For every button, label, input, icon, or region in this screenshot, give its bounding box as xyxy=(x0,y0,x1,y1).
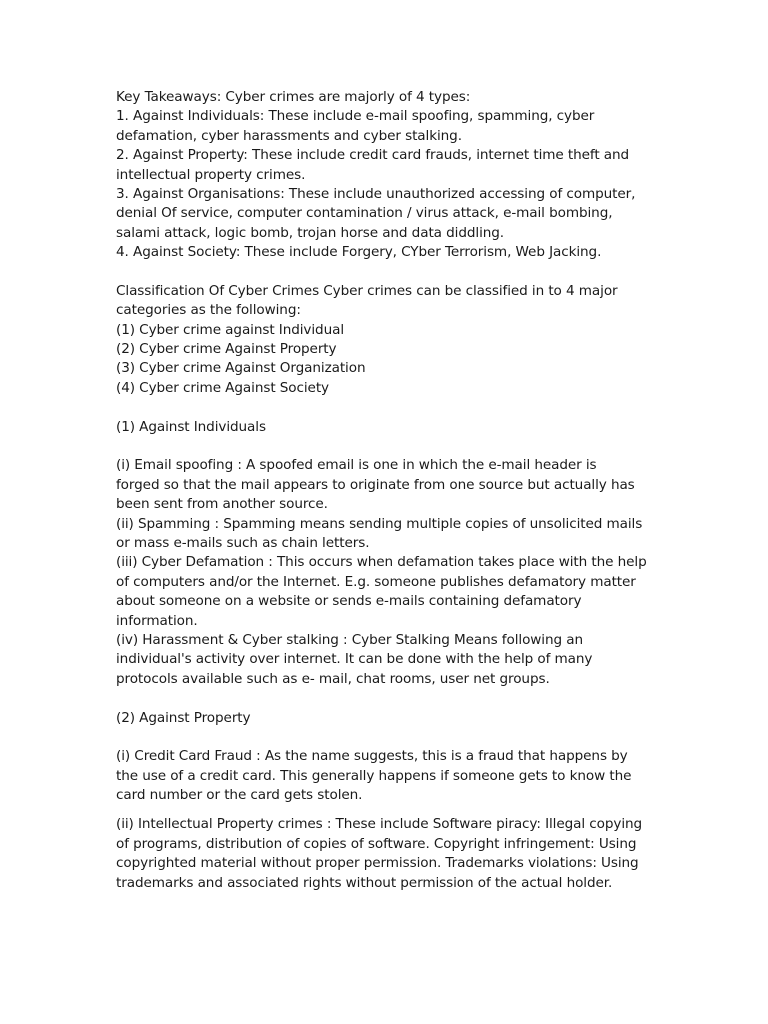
text-line: defamation, cyber harassments and cyber stalking. xyxy=(116,127,462,144)
text-line: about someone on a website or sends e-mails containing defamatory xyxy=(116,593,582,610)
text-line: Key Takeaways: Cyber crimes are majorly of 4 types: xyxy=(116,89,471,105)
paragraph-spacer xyxy=(116,805,656,815)
text-line: (ii) Intellectual Property crimes : These include Software piracy: Illegal copying xyxy=(116,816,643,833)
text-line: (3) Cyber crime Against Organization xyxy=(116,360,366,377)
text-line: copyrighted material without proper permission. Trademarks violations: Using xyxy=(116,855,639,872)
text-line: or mass e-mails such as chain letters. xyxy=(116,534,370,551)
text-line: of computers and/or the Internet. E.g. someone publishes defamatory matter xyxy=(116,573,636,590)
paragraph-spacer xyxy=(116,728,656,747)
text-line: card number or the card gets stolen. xyxy=(116,787,363,804)
text-line: (1) Cyber crime against Individual xyxy=(116,321,344,338)
individuals-details-paragraph xyxy=(116,456,656,689)
text-line: individual's activity over internet. It can be done with the help of many xyxy=(116,651,593,668)
text-line: of programs, distribution of copies of software. Copyright infringement: Using xyxy=(116,835,637,852)
section-heading-individuals xyxy=(116,418,656,437)
text-line: the use of a credit card. This generally happens if someone gets to know the xyxy=(116,767,632,784)
text-line: 4. Against Society: These include Forgery, CYber Terrorism, Web Jacking. xyxy=(116,244,602,261)
text-line: forged so that the mail appears to originate from one source but actually has xyxy=(116,476,635,493)
paragraph-spacer xyxy=(116,398,656,417)
text-line: 2. Against Property: These include credit card frauds, internet time theft and xyxy=(116,147,630,164)
text-line: (i) Email spoofing : A spoofed email is one in which the e-mail header is xyxy=(116,457,597,474)
paragraph-spacer xyxy=(116,263,656,282)
intellectual-property-paragraph xyxy=(116,815,656,893)
text-line: (iii) Cyber Defamation : This occurs when defamation takes place with the help xyxy=(116,554,647,571)
document-page xyxy=(116,88,656,893)
text-line: salami attack, logic bomb, trojan horse and data diddling. xyxy=(116,224,505,241)
paragraph-spacer xyxy=(116,689,656,708)
section-heading-property xyxy=(116,709,656,728)
text-line: Classification Of Cyber Crimes Cyber crimes can be classified in to 4 major xyxy=(116,282,618,299)
text-line: (ii) Spamming : Spamming means sending multiple copies of unsolicited mails xyxy=(116,515,643,532)
text-line: trademarks and associated rights without permission of the actual holder. xyxy=(116,874,613,891)
text-line: 3. Against Organisations: These include unauthorized accessing of computer, xyxy=(116,185,636,202)
text-line: categories as the following: xyxy=(116,302,301,319)
text-line: (1) Against Individuals xyxy=(116,418,266,435)
text-line: (4) Cyber crime Against Society xyxy=(116,379,329,396)
text-line: been sent from another source. xyxy=(116,496,328,513)
key-takeaways-paragraph xyxy=(116,88,656,263)
text-line: (iv) Harassment & Cyber stalking : Cyber Stalking Means following an xyxy=(116,631,583,648)
text-line: denial Of service, computer contamination / virus attack, e-mail bombing, xyxy=(116,205,613,222)
text-line: information. xyxy=(116,612,198,629)
credit-card-fraud-paragraph xyxy=(116,747,656,805)
paragraph-spacer xyxy=(116,437,656,456)
classification-paragraph xyxy=(116,282,656,398)
text-line: protocols available such as e- mail, chat rooms, user net groups. xyxy=(116,670,550,687)
text-line: (2) Cyber crime Against Property xyxy=(116,341,337,358)
text-line: 1. Against Individuals: These include e-mail spoofing, spamming, cyber xyxy=(116,108,595,125)
text-line: (2) Against Property xyxy=(116,709,251,726)
text-line: (i) Credit Card Fraud : As the name suggests, this is a fraud that happens by xyxy=(116,748,628,765)
text-line: intellectual property crimes. xyxy=(116,166,306,183)
